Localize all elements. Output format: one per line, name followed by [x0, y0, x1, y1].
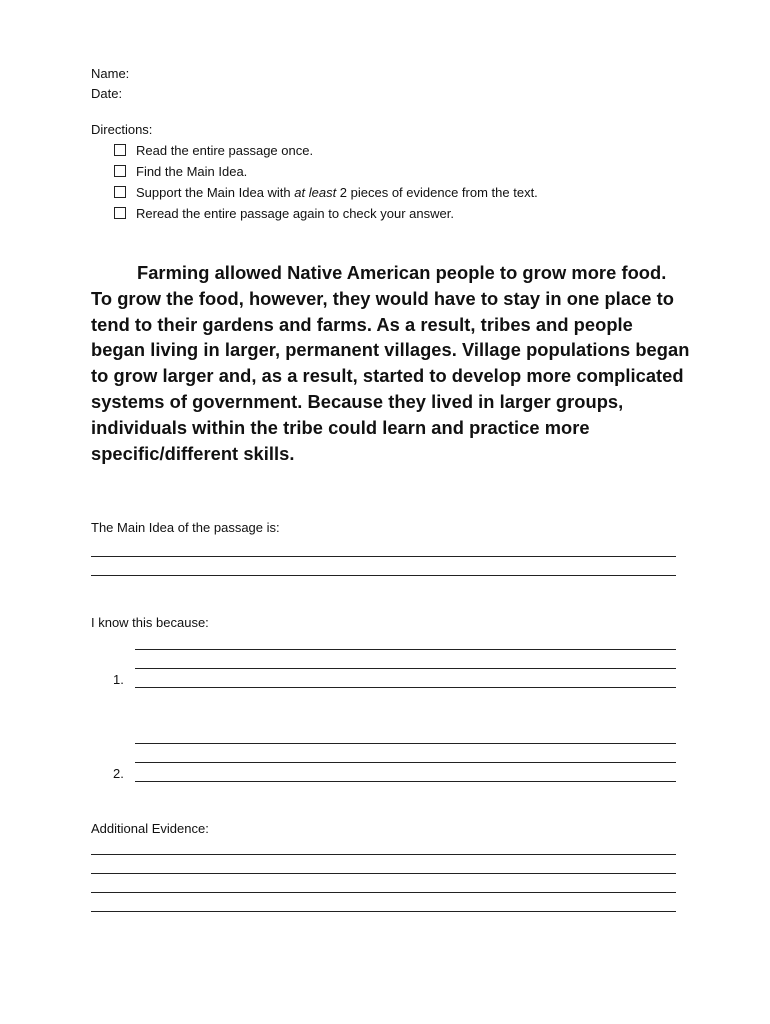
answer-line[interactable]: [135, 763, 676, 782]
answer-line[interactable]: [91, 874, 676, 893]
evidence-label: I know this because:: [91, 615, 209, 630]
main-idea-label: The Main Idea of the passage is:: [91, 520, 280, 535]
directions-item: [91, 182, 538, 203]
evidence-item-1: [91, 633, 676, 688]
checkbox-icon[interactable]: [114, 144, 126, 156]
directions-item-text: Read the entire passage once.: [136, 143, 314, 158]
evidence-item-2: [91, 725, 676, 782]
evidence-number: 1.: [113, 672, 124, 687]
directions-list: [91, 140, 538, 224]
directions-title: Directions:: [91, 122, 153, 137]
checkbox-icon[interactable]: [114, 207, 126, 219]
answer-line[interactable]: [135, 650, 676, 669]
directions-item-text: Find the Main Idea.: [136, 164, 248, 179]
answer-line[interactable]: [135, 633, 676, 650]
answer-line[interactable]: [91, 855, 676, 874]
answer-line[interactable]: [91, 893, 676, 912]
name-label: Name:: [91, 66, 130, 81]
additional-evidence-section: [91, 819, 676, 912]
checkbox-icon[interactable]: [114, 186, 126, 198]
evidence-section: [91, 613, 676, 688]
directions-item: [91, 140, 538, 161]
directions-item-text-pre: Support the Main Idea with: [136, 185, 295, 200]
answer-line[interactable]: [91, 839, 676, 855]
answer-line[interactable]: [135, 725, 676, 744]
evidence-section-2: [91, 725, 676, 782]
answer-line[interactable]: [91, 538, 676, 557]
answer-line[interactable]: [135, 669, 676, 688]
directions-block: [91, 120, 538, 224]
directions-item-text: Reread the entire passage again to check your answer.: [136, 206, 454, 221]
answer-line[interactable]: [91, 557, 676, 576]
directions-item: [91, 203, 538, 224]
main-idea-section: [91, 518, 676, 576]
additional-evidence-label: Additional Evidence:: [91, 821, 209, 836]
evidence-number: 2.: [113, 766, 124, 781]
answer-line[interactable]: [135, 744, 676, 763]
checkbox-icon[interactable]: [114, 165, 126, 177]
directions-item-emphasis: at least: [294, 185, 337, 200]
date-label: Date:: [91, 86, 123, 101]
directions-item: [91, 161, 538, 182]
directions-item-text-post: 2 pieces of evidence from the text.: [336, 185, 538, 200]
reading-passage: [91, 260, 691, 466]
header-block: [91, 64, 129, 104]
passage-text: Farming allowed Native American people to grow more food. To grow the food, however, they would have to stay in one place to tend to their gardens and farms. As a result, tribes and people began living in larger, permanent villages. Village populations began to grow larger and, as a result, started to develop more complicated systems of government. Because they lived in larger groups, individuals within the tribe could learn and practice more specific/different skills.: [91, 262, 690, 464]
